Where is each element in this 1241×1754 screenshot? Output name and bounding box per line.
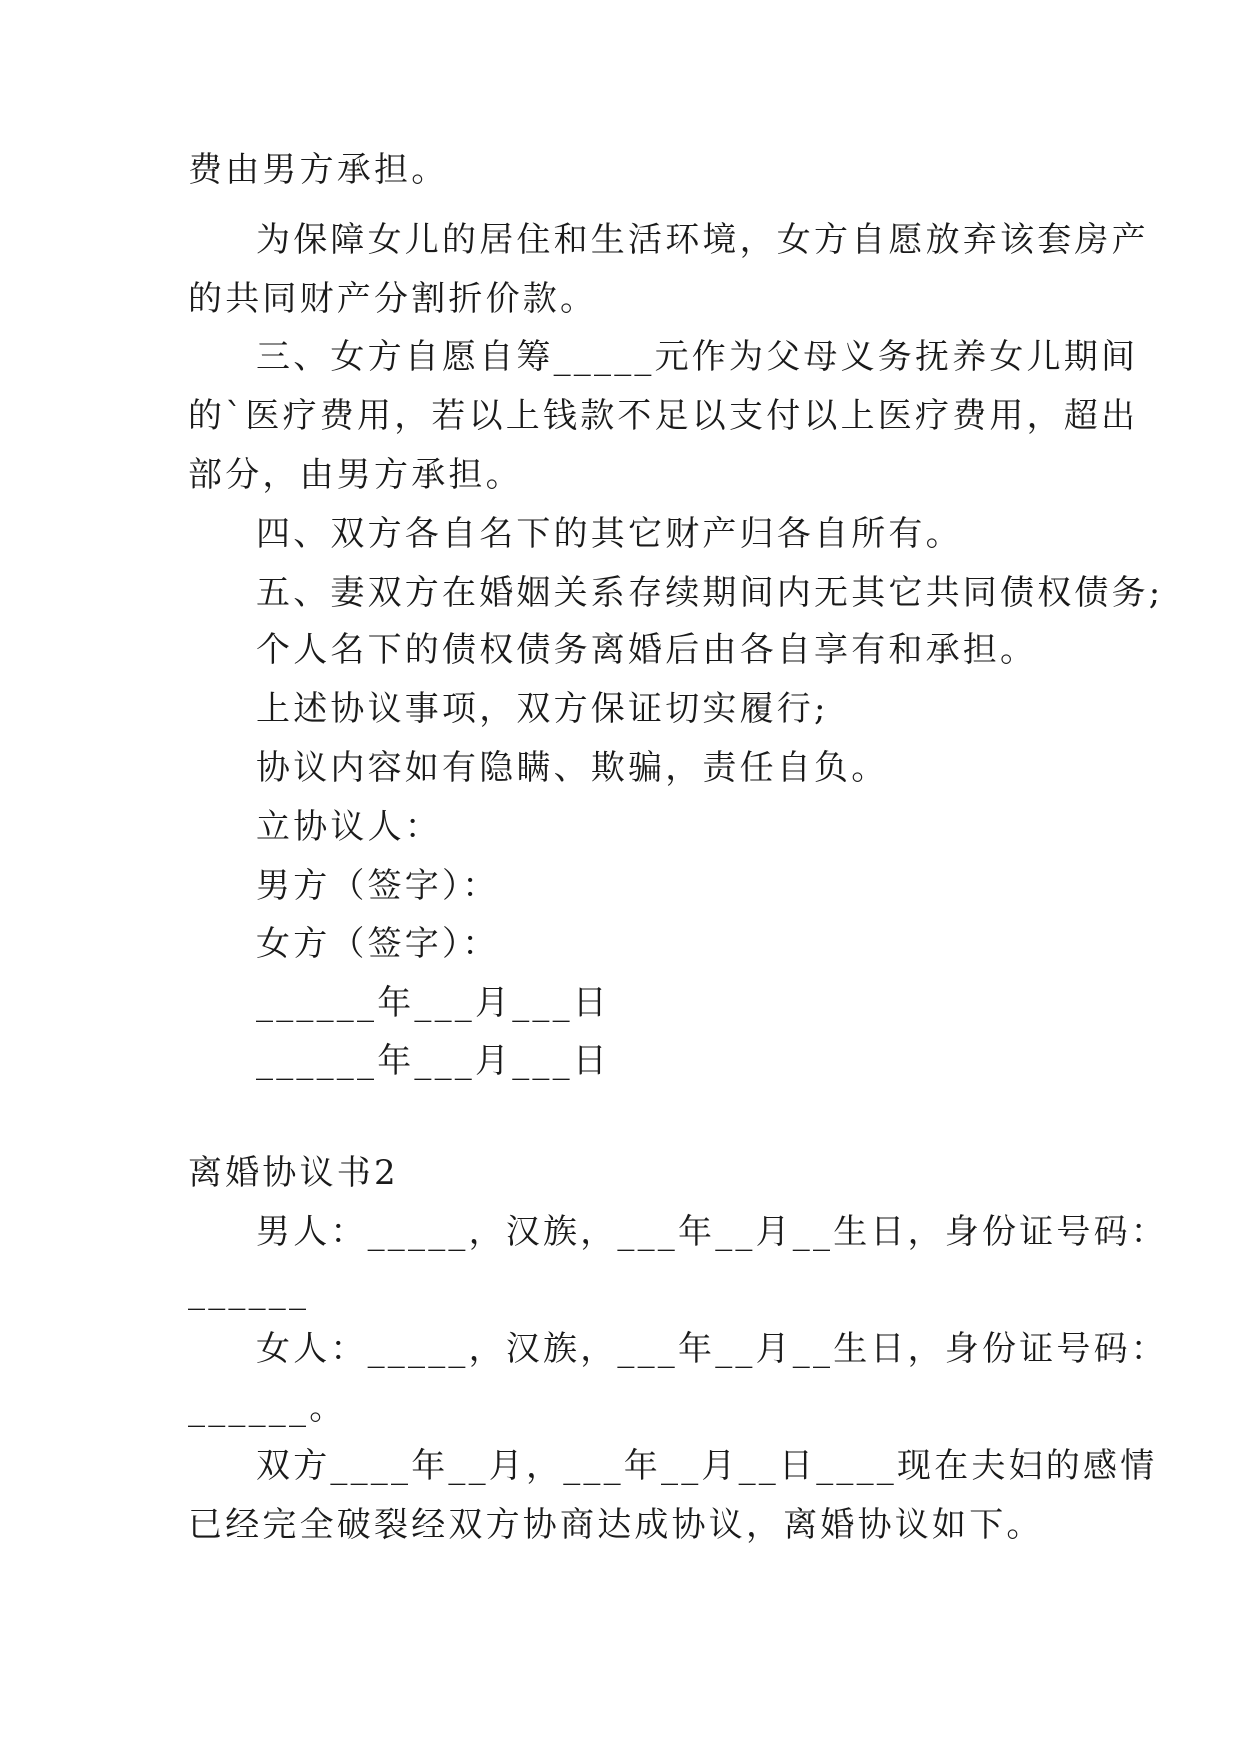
paragraph-line: 立协议人： (256, 807, 442, 847)
paragraph-line: 部分，由男方承担。 (188, 455, 523, 495)
paragraph-line: 的共同财产分割折价款。 (188, 279, 598, 319)
paragraph-line: 上述协议事项，双方保证切实履行; (256, 689, 829, 729)
paragraph-line: 费由男方承担。 (188, 150, 449, 190)
paragraph-line: 双方____年__月，___年__月__日____现在夫妇的感情 (256, 1446, 1158, 1486)
signature-line-female: 女方（签字）： (256, 924, 500, 964)
signature-line-male: 男方（签字）： (256, 866, 500, 906)
section-title: 离婚协议书2 (188, 1153, 399, 1193)
paragraph-line: 男人：_____，汉族，___年__月__生日，身份证号码： (256, 1212, 1168, 1252)
paragraph-line: 个人名下的债权债务离婚后由各自享有和承担。 (256, 630, 1038, 670)
paragraph-line: 女人：_____，汉族，___年__月__生日，身份证号码： (256, 1329, 1168, 1369)
date-line: ______年___月___日 (256, 1041, 610, 1081)
paragraph-line: 为保障女儿的居住和生活环境，女方自愿放弃该套房产 (256, 220, 1149, 260)
date-line: ______年___月___日 (256, 983, 610, 1023)
paragraph-line: 协议内容如有隐瞒、欺骗，责任自负。 (256, 748, 889, 788)
paragraph-line: 的`医疗费用，若以上钱款不足以支付以上医疗费用，超出 (188, 396, 1139, 436)
paragraph-line: 四、双方各自名下的其它财产归各自所有。 (256, 514, 963, 554)
paragraph-line: 五、妻双方在婚姻关系存续期间内无其它共同债权债务; (256, 573, 1164, 613)
paragraph-line: 三、女方自愿自筹_____元作为父母义务抚养女儿期间 (256, 337, 1139, 377)
paragraph-line: ______ (188, 1271, 310, 1311)
paragraph-line: 已经完全破裂经双方协商达成协议，离婚协议如下。 (188, 1505, 1044, 1545)
paragraph-line: ______。 (188, 1388, 347, 1428)
